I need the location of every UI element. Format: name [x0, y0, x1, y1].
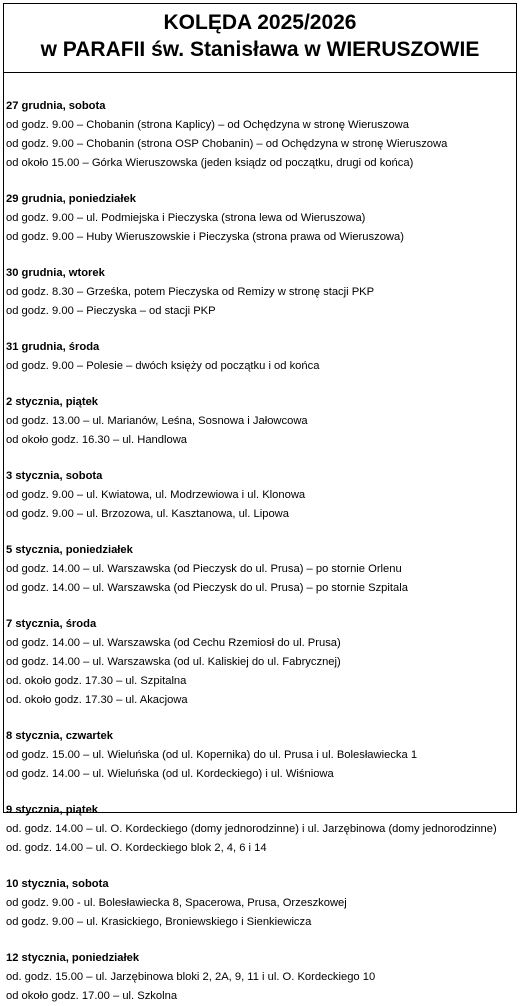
schedule-entry: od godz. 15.00 – ul. Wieluńska (od ul. Kopernika) do ul. Prusa i ul. Bolesławiecka 1: [6, 749, 418, 761]
schedule-entry: od godz. 9.00 – ul. Krasickiego, Broniewskiego i Sienkiewicza: [6, 916, 312, 928]
day-section: [6, 338, 516, 376]
schedule-entry: od godz. 14.00 – ul. Warszawska (od Pieczysk do ul. Prusa) – po stornie Orlenu: [6, 563, 402, 575]
schedule-entry: od godz. 8.30 – Grześka, potem Pieczyska od Remizy w stronę stacji PKP: [6, 286, 375, 298]
day-heading: 3 stycznia, sobota: [6, 470, 103, 482]
schedule-entry: od godz. 9.00 - ul. Bolesławiecka 8, Spacerowa, Prusa, Orzeszkowej: [6, 897, 347, 909]
day-section: [6, 393, 516, 450]
schedule-entry: od godz. 9.00 – Huby Wieruszowskie i Pieczyska (strona prawa od Wieruszowa): [6, 231, 404, 243]
schedule-entry: od. godz. 15.00 – ul. Jarzębinowa bloki 2, 2A, 9, 11 i ul. O. Kordeckiego 10: [6, 971, 376, 983]
day-heading: 10 stycznia, sobota: [6, 878, 109, 890]
day-section: [6, 264, 516, 321]
schedule-box: [3, 72, 517, 1002]
day-heading: 29 grudnia, poniedziałek: [6, 193, 136, 205]
title-box: [3, 3, 517, 73]
schedule-entry: od godz. 14.00 – ul. Warszawska (od Cechu Rzemiosł do ul. Prusa): [6, 637, 341, 649]
schedule-entry: od godz. 9.00 – Pieczyska – od stacji PKP: [6, 305, 216, 317]
day-section: [6, 97, 516, 173]
schedule-entry: od godz. 14.00 – ul. Wieluńska (od ul. Kordeckiego) i ul. Wiśniowa: [6, 768, 334, 780]
day-heading: 7 stycznia, środa: [6, 618, 97, 630]
schedule-entry: od. około godz. 17.30 – ul. Szpitalna: [6, 675, 187, 687]
schedule-entry: od około 15.00 – Górka Wieruszowska (jeden ksiądz od początku, drugi od końca): [6, 157, 414, 169]
title-line-1: KOLĘDA 2025/2026: [163, 11, 357, 34]
title-line-2: w PARAFII św. Stanisława w WIERUSZOWIE: [40, 38, 480, 61]
day-section: [6, 801, 516, 858]
schedule-entry: od około godz. 17.00 – ul. Szkolna: [6, 990, 178, 1002]
day-section: [6, 727, 516, 784]
schedule-entry: od. godz. 14.00 – ul. O. Kordeckiego blok 2, 4, 6 i 14: [6, 842, 267, 854]
schedule-entry: od godz. 9.00 – Chobanin (strona OSP Chobanin) – od Ochędzyna w stronę Wieruszowa: [6, 138, 448, 150]
schedule-entry: od. około godz. 17.30 – ul. Akacjowa: [6, 694, 188, 706]
day-heading: 30 grudnia, wtorek: [6, 267, 105, 279]
day-heading: 27 grudnia, sobota: [6, 100, 106, 112]
schedule-entry: od. godz. 14.00 – ul. O. Kordeckiego (domy jednorodzinne) i ul. Jarzębinowa (domy jednorodzinne): [6, 823, 497, 835]
schedule-entry: od godz. 14.00 – ul. Warszawska (od ul. Kaliskiej do ul. Fabrycznej): [6, 656, 341, 668]
day-section: [6, 467, 516, 524]
schedule-entry: od godz. 9.00 – ul. Podmiejska i Pieczyska (strona lewa od Wieruszowa): [6, 212, 366, 224]
schedule-list: [6, 97, 516, 1006]
schedule-entry: od godz. 9.00 – ul. Kwiatowa, ul. Modrzewiowa i ul. Klonowa: [6, 489, 306, 501]
day-heading: 5 stycznia, poniedziałek: [6, 544, 133, 556]
schedule-entry: od godz. 9.00 – ul. Brzozowa, ul. Kasztanowa, ul. Lipowa: [6, 508, 289, 520]
day-heading: 31 grudnia, środa: [6, 341, 100, 353]
day-section: [6, 541, 516, 598]
day-section: [6, 190, 516, 247]
schedule-entry: od około godz. 16.30 – ul. Handlowa: [6, 434, 187, 446]
day-section: [6, 875, 516, 932]
day-section: [6, 949, 516, 1006]
day-section: [6, 615, 516, 710]
day-heading: 8 stycznia, czwartek: [6, 730, 113, 742]
day-heading: 12 stycznia, poniedziałek: [6, 952, 140, 964]
schedule-entry: od godz. 14.00 – ul. Warszawska (od Pieczysk do ul. Prusa) – po stornie Szpitala: [6, 582, 408, 594]
schedule-entry: od godz. 13.00 – ul. Marianów, Leśna, Sosnowa i Jałowcowa: [6, 415, 308, 427]
day-heading: 9 stycznia, piątek: [6, 804, 99, 816]
schedule-entry: od godz. 9.00 – Chobanin (strona Kaplicy) – od Ochędzyna w stronę Wieruszowa: [6, 119, 409, 131]
schedule-entry: od godz. 9.00 – Polesie – dwóch księży od początku i od końca: [6, 360, 320, 372]
day-heading: 2 stycznia, piątek: [6, 396, 99, 408]
